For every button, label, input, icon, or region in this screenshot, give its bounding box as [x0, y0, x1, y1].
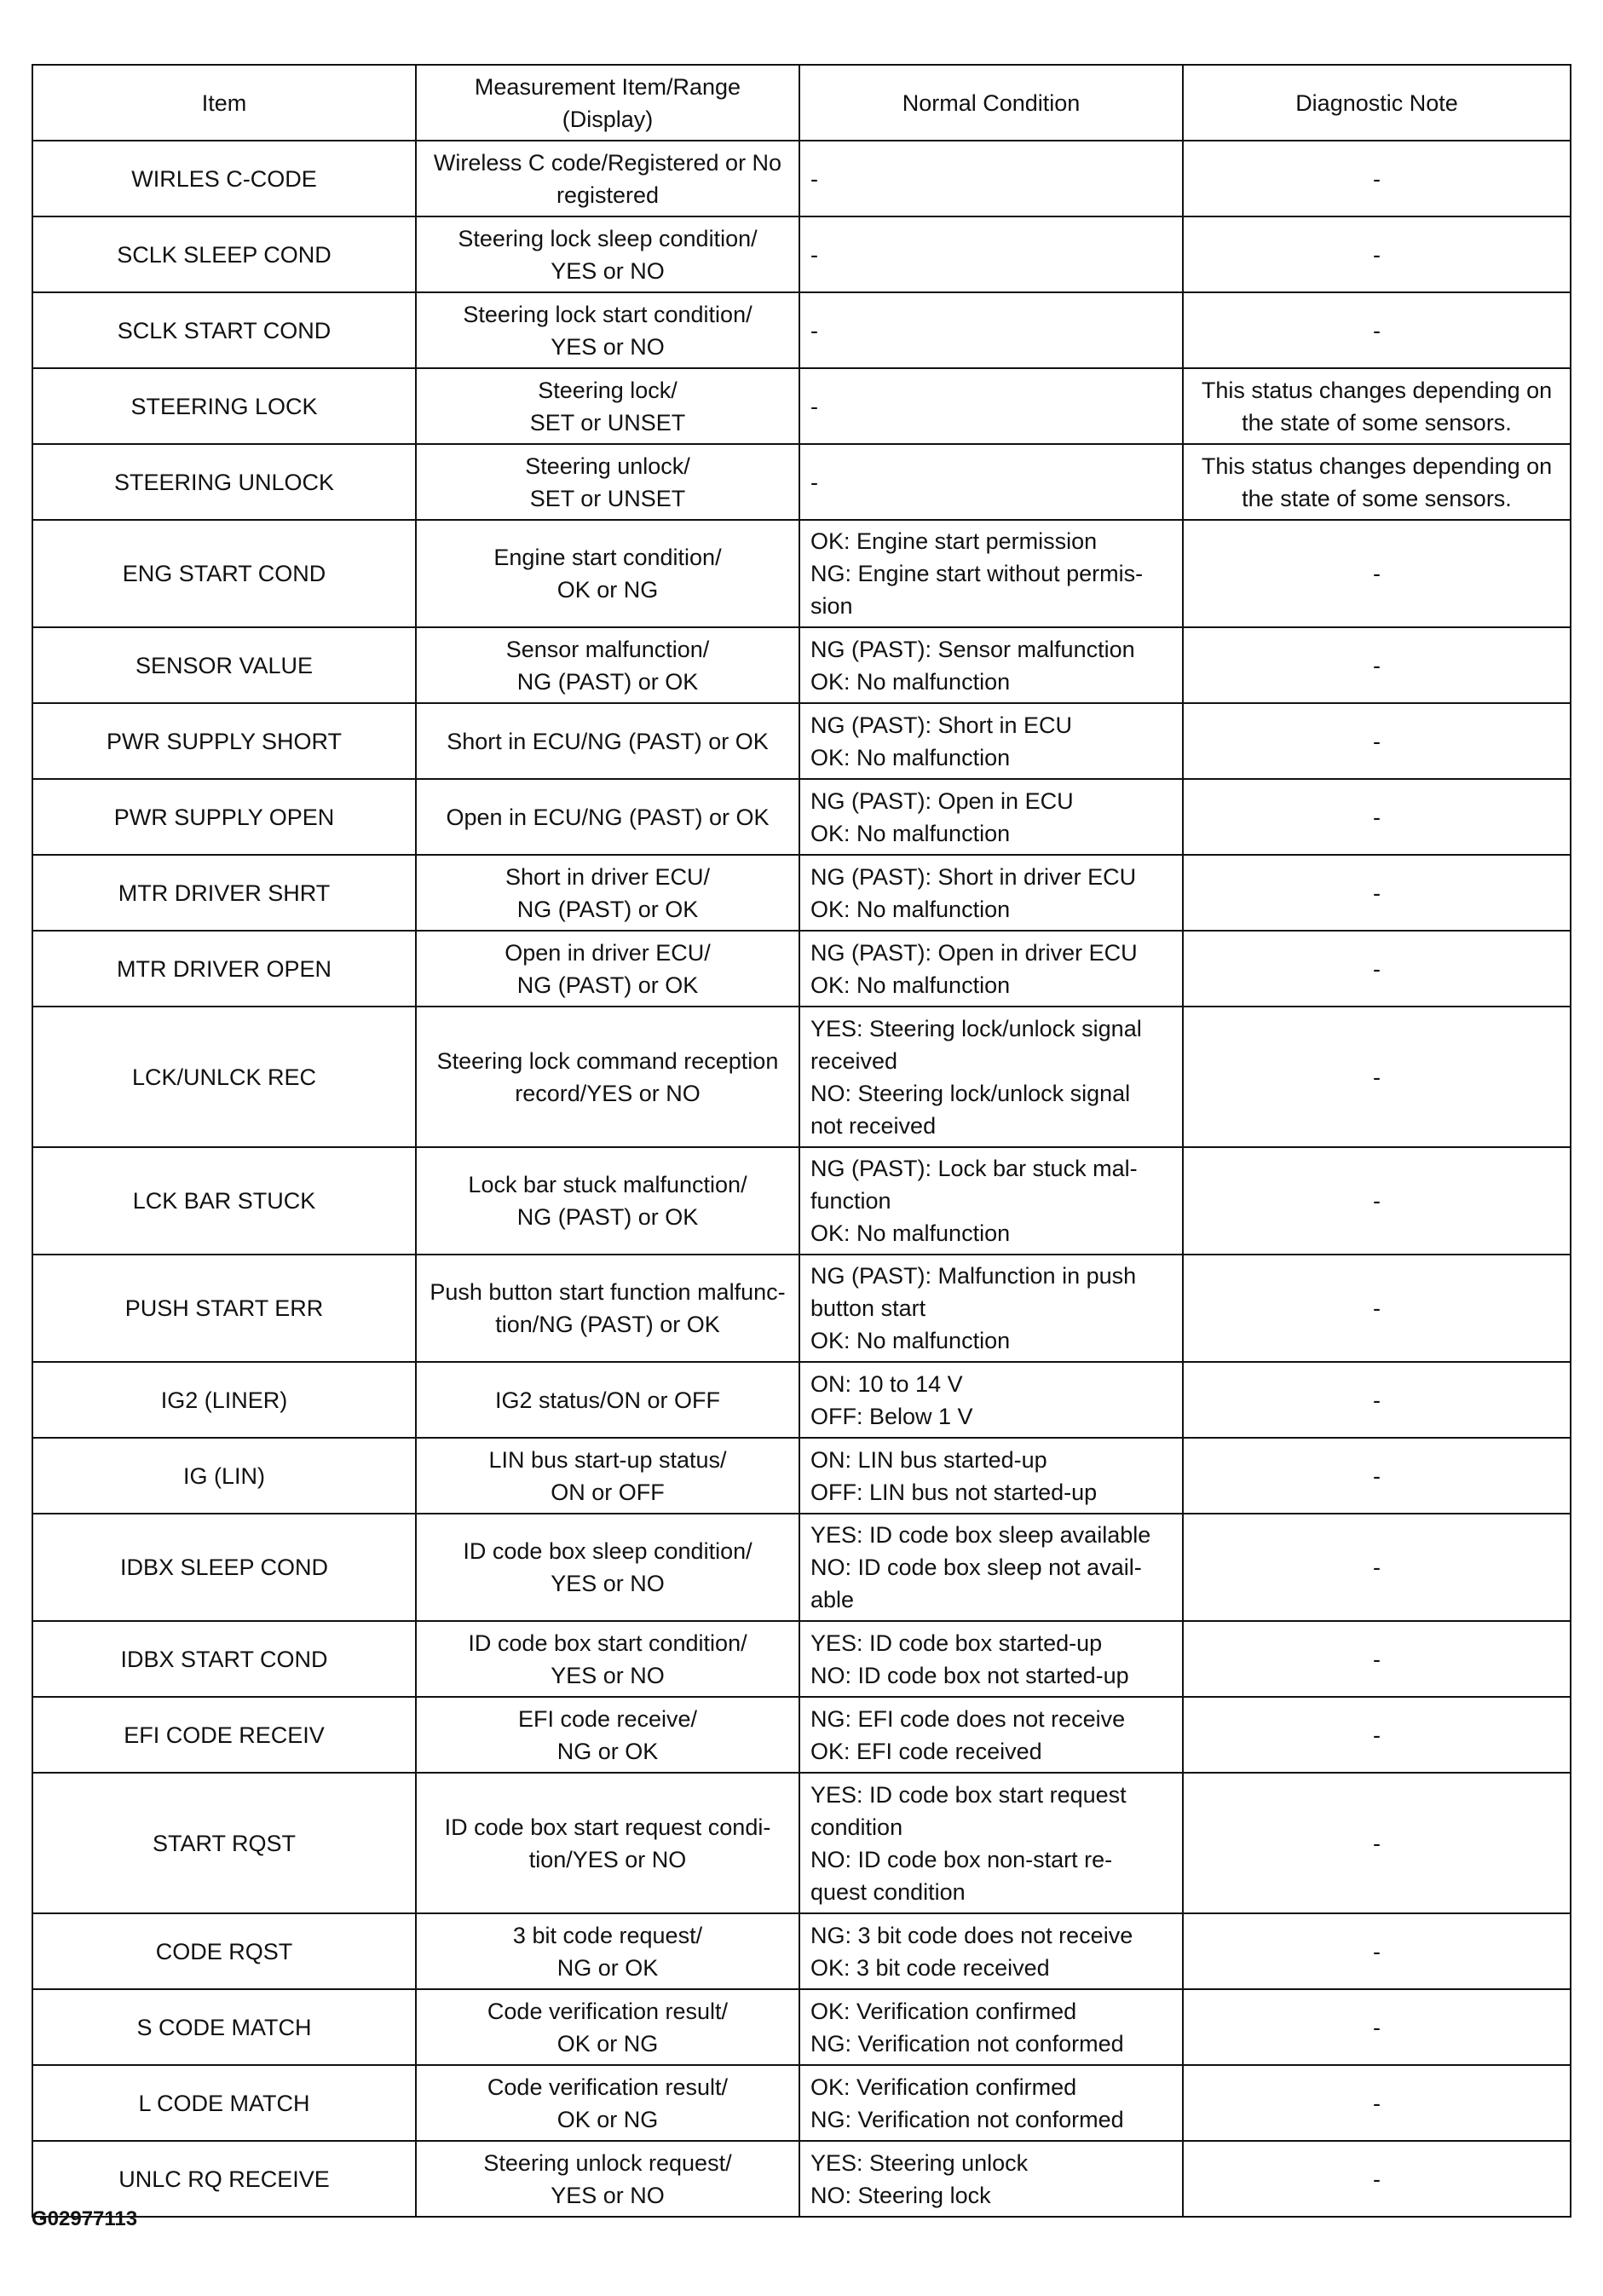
cell-normal-condition: -: [799, 368, 1183, 444]
cell-measurement: Open in ECU/NG (PAST) or OK: [416, 779, 799, 855]
cell-item: STEERING UNLOCK: [32, 444, 416, 520]
cell-measurement: IG2 status/ON or OFF: [416, 1362, 799, 1438]
cell-normal-condition: YES: ID code box sleep available NO: ID code box sleep not avail- able: [799, 1514, 1183, 1621]
data-list-table-container: [32, 64, 1570, 2218]
cell-normal-condition: OK: Verification confirmed NG: Verification not conformed: [799, 1989, 1183, 2065]
cell-measurement: Open in driver ECU/ NG (PAST) or OK: [416, 931, 799, 1007]
table-row: [32, 931, 1571, 1007]
cell-normal-condition: -: [799, 141, 1183, 216]
cell-normal-condition: YES: ID code box start request condition NO: ID code box non-start re- quest condition: [799, 1773, 1183, 1913]
cell-diagnostic-note: This status changes depending on the state of some sensors.: [1183, 444, 1571, 520]
cell-diagnostic-note: -: [1183, 1514, 1571, 1621]
cell-normal-condition: YES: Steering unlock NO: Steering lock: [799, 2141, 1183, 2217]
table-row: [32, 1362, 1571, 1438]
data-list-table: [32, 64, 1571, 2218]
cell-diagnostic-note: -: [1183, 1147, 1571, 1255]
cell-normal-condition: OK: Verification confirmed NG: Verification not conformed: [799, 2065, 1183, 2141]
cell-measurement: Steering lock start condition/ YES or NO: [416, 292, 799, 368]
cell-item: CODE RQST: [32, 1913, 416, 1989]
header-normal-condition: Normal Condition: [799, 65, 1183, 141]
cell-measurement: Wireless C code/Registered or No registered: [416, 141, 799, 216]
table-row: [32, 1913, 1571, 1989]
table-row: [32, 141, 1571, 216]
cell-item: IDBX START COND: [32, 1621, 416, 1697]
cell-item: PWR SUPPLY OPEN: [32, 779, 416, 855]
table-row: [32, 1621, 1571, 1697]
table-row: [32, 1438, 1571, 1514]
cell-measurement: ID code box sleep condition/ YES or NO: [416, 1514, 799, 1621]
cell-normal-condition: OK: Engine start permission NG: Engine start without permis- sion: [799, 520, 1183, 627]
cell-diagnostic-note: -: [1183, 1621, 1571, 1697]
cell-measurement: EFI code receive/ NG or OK: [416, 1697, 799, 1773]
cell-normal-condition: YES: Steering lock/unlock signal received NO: Steering lock/unlock signal not received: [799, 1007, 1183, 1147]
cell-diagnostic-note: -: [1183, 627, 1571, 703]
cell-diagnostic-note: -: [1183, 703, 1571, 779]
cell-normal-condition: ON: 10 to 14 V OFF: Below 1 V: [799, 1362, 1183, 1438]
cell-item: S CODE MATCH: [32, 1989, 416, 2065]
cell-normal-condition: NG: 3 bit code does not receive OK: 3 bit code received: [799, 1913, 1183, 1989]
cell-diagnostic-note: -: [1183, 292, 1571, 368]
cell-item: MTR DRIVER OPEN: [32, 931, 416, 1007]
cell-item: PWR SUPPLY SHORT: [32, 703, 416, 779]
cell-measurement: Steering unlock/ SET or UNSET: [416, 444, 799, 520]
cell-measurement: Steering unlock request/ YES or NO: [416, 2141, 799, 2217]
cell-item: LCK/UNLCK REC: [32, 1007, 416, 1147]
cell-item: L CODE MATCH: [32, 2065, 416, 2141]
cell-item: IG2 (LINER): [32, 1362, 416, 1438]
cell-item: MTR DRIVER SHRT: [32, 855, 416, 931]
header-item: Item: [32, 65, 416, 141]
table-row: [32, 216, 1571, 292]
cell-normal-condition: NG (PAST): Lock bar stuck mal- function OK: No malfunction: [799, 1147, 1183, 1255]
figure-id: G02977113: [32, 2207, 138, 2230]
cell-normal-condition: -: [799, 444, 1183, 520]
cell-diagnostic-note: -: [1183, 1007, 1571, 1147]
table-row: [32, 2065, 1571, 2141]
table-row: [32, 627, 1571, 703]
cell-diagnostic-note: -: [1183, 1989, 1571, 2065]
cell-item: PUSH START ERR: [32, 1255, 416, 1362]
table-row: [32, 1697, 1571, 1773]
cell-diagnostic-note: This status changes depending on the state of some sensors.: [1183, 368, 1571, 444]
cell-measurement: Steering lock command reception record/YES or NO: [416, 1007, 799, 1147]
table-row: [32, 1255, 1571, 1362]
table-header-row: [32, 65, 1571, 141]
table-row: [32, 1773, 1571, 1913]
cell-normal-condition: NG (PAST): Short in ECU OK: No malfunction: [799, 703, 1183, 779]
cell-diagnostic-note: -: [1183, 2141, 1571, 2217]
cell-measurement: Code verification result/ OK or NG: [416, 1989, 799, 2065]
cell-measurement: Steering lock/ SET or UNSET: [416, 368, 799, 444]
table-row: [32, 292, 1571, 368]
table-body: [32, 141, 1571, 2217]
cell-item: WIRLES C-CODE: [32, 141, 416, 216]
cell-item: EFI CODE RECEIV: [32, 1697, 416, 1773]
cell-item: ENG START COND: [32, 520, 416, 627]
header-measurement: Measurement Item/Range (Display): [416, 65, 799, 141]
cell-measurement: ID code box start request condi- tion/YES or NO: [416, 1773, 799, 1913]
cell-normal-condition: NG (PAST): Short in driver ECU OK: No malfunction: [799, 855, 1183, 931]
cell-measurement: Steering lock sleep condition/ YES or NO: [416, 216, 799, 292]
cell-diagnostic-note: -: [1183, 1438, 1571, 1514]
cell-measurement: Sensor malfunction/ NG (PAST) or OK: [416, 627, 799, 703]
header-diagnostic-note: Diagnostic Note: [1183, 65, 1571, 141]
cell-diagnostic-note: -: [1183, 141, 1571, 216]
cell-diagnostic-note: -: [1183, 1913, 1571, 1989]
cell-normal-condition: NG (PAST): Open in ECU OK: No malfunction: [799, 779, 1183, 855]
cell-item: LCK BAR STUCK: [32, 1147, 416, 1255]
cell-item: START RQST: [32, 1773, 416, 1913]
table-row: [32, 1147, 1571, 1255]
cell-item: SENSOR VALUE: [32, 627, 416, 703]
cell-normal-condition: ON: LIN bus started-up OFF: LIN bus not started-up: [799, 1438, 1183, 1514]
cell-diagnostic-note: -: [1183, 779, 1571, 855]
cell-measurement: Short in ECU/NG (PAST) or OK: [416, 703, 799, 779]
table-row: [32, 1007, 1571, 1147]
cell-item: IG (LIN): [32, 1438, 416, 1514]
cell-item: SCLK START COND: [32, 292, 416, 368]
table-row: [32, 2141, 1571, 2217]
cell-normal-condition: NG (PAST): Sensor malfunction OK: No malfunction: [799, 627, 1183, 703]
cell-measurement: 3 bit code request/ NG or OK: [416, 1913, 799, 1989]
cell-item: UNLC RQ RECEIVE: [32, 2141, 416, 2217]
cell-item: IDBX SLEEP COND: [32, 1514, 416, 1621]
table-row: [32, 520, 1571, 627]
table-row: [32, 368, 1571, 444]
cell-diagnostic-note: -: [1183, 931, 1571, 1007]
table-row: [32, 779, 1571, 855]
cell-normal-condition: NG: EFI code does not receive OK: EFI code received: [799, 1697, 1183, 1773]
cell-normal-condition: NG (PAST): Open in driver ECU OK: No malfunction: [799, 931, 1183, 1007]
cell-normal-condition: NG (PAST): Malfunction in push button start OK: No malfunction: [799, 1255, 1183, 1362]
cell-measurement: Code verification result/ OK or NG: [416, 2065, 799, 2141]
table-row: [32, 444, 1571, 520]
cell-diagnostic-note: -: [1183, 1773, 1571, 1913]
cell-measurement: LIN bus start-up status/ ON or OFF: [416, 1438, 799, 1514]
table-row: [32, 703, 1571, 779]
cell-diagnostic-note: -: [1183, 2065, 1571, 2141]
cell-measurement: Lock bar stuck malfunction/ NG (PAST) or OK: [416, 1147, 799, 1255]
cell-measurement: Push button start function malfunc- tion/NG (PAST) or OK: [416, 1255, 799, 1362]
cell-diagnostic-note: -: [1183, 216, 1571, 292]
cell-measurement: Short in driver ECU/ NG (PAST) or OK: [416, 855, 799, 931]
cell-diagnostic-note: -: [1183, 520, 1571, 627]
cell-item: STEERING LOCK: [32, 368, 416, 444]
cell-diagnostic-note: -: [1183, 855, 1571, 931]
cell-measurement: ID code box start condition/ YES or NO: [416, 1621, 799, 1697]
cell-measurement: Engine start condition/ OK or NG: [416, 520, 799, 627]
cell-item: SCLK SLEEP COND: [32, 216, 416, 292]
table-row: [32, 1989, 1571, 2065]
cell-diagnostic-note: -: [1183, 1697, 1571, 1773]
cell-normal-condition: YES: ID code box started-up NO: ID code box not started-up: [799, 1621, 1183, 1697]
cell-diagnostic-note: -: [1183, 1255, 1571, 1362]
table-row: [32, 855, 1571, 931]
cell-normal-condition: -: [799, 292, 1183, 368]
table-row: [32, 1514, 1571, 1621]
cell-diagnostic-note: -: [1183, 1362, 1571, 1438]
cell-normal-condition: -: [799, 216, 1183, 292]
